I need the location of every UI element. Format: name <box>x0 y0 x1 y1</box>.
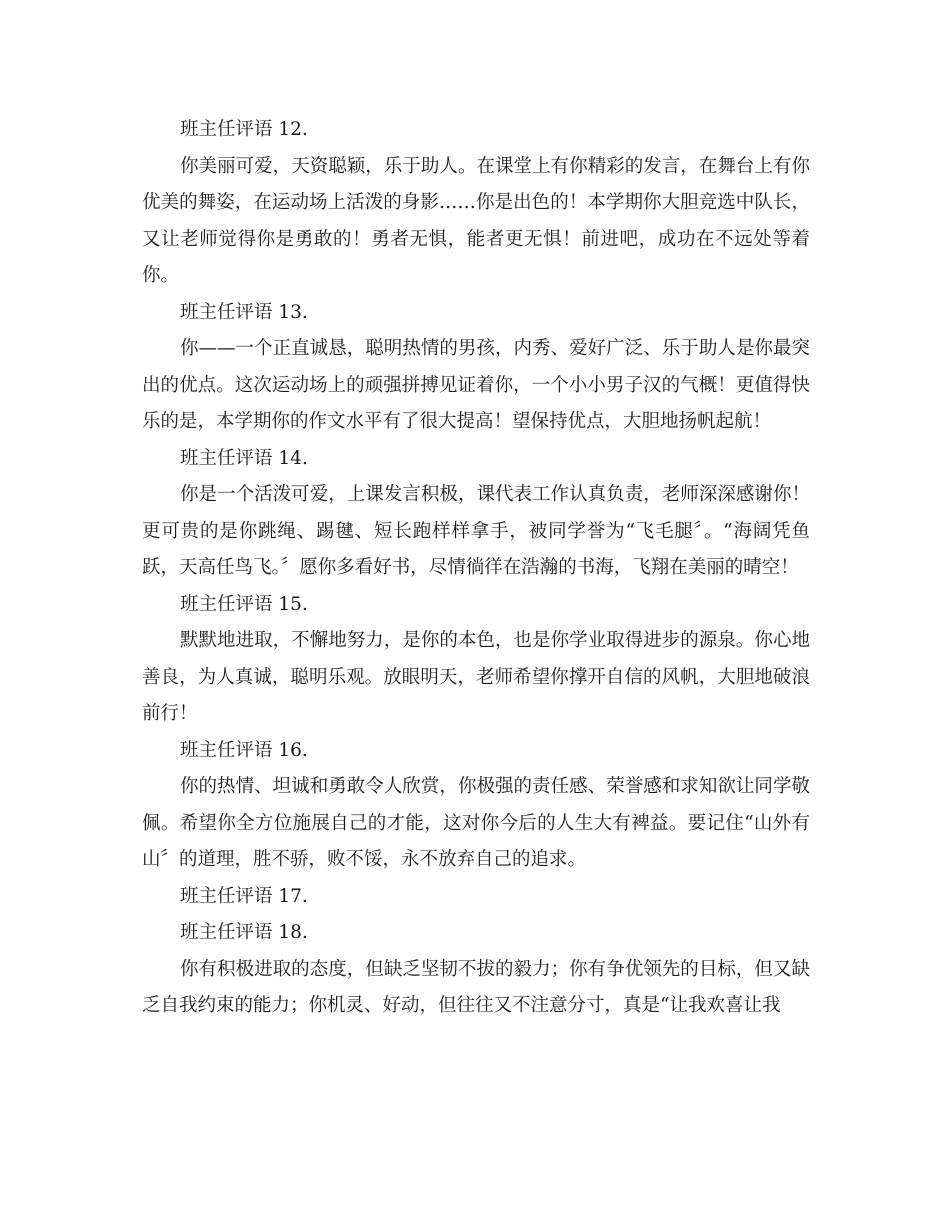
section-heading-15: 班主任评语 15. <box>180 593 308 615</box>
section-body-15: 默默地进取，不懈地努力，是你的本色，也是你学业取得进步的源泉。你心地善良，为人真诚，聪明乐观。放眼明天，老师希望你撑开自信的风帆，大胆地破浪前行！ <box>142 630 810 724</box>
section-body-13: 你——一个正直诚恳，聪明热情的男孩，内秀、爱好广泛、乐于助人是你最突出的优点。这次运动场上的顽强拼搏见证着你，一个小小男子汉的气概！更值得快乐的是，本学期你的作文水平有了很大提高！望保持优点，大胆地扬帆起航！ <box>142 338 810 432</box>
document-body <box>142 112 810 1025</box>
section-heading-12: 班主任评语 12. <box>180 119 308 140</box>
section-body-14: 你是一个活泼可爱，上课发言积极，课代表工作认真负责，老师深深感谢你！更可贵的是你跳绳、踢毽、短长跑样样拿手，被同学誉为“飞毛腿〞。“海阔凭鱼跃，天高任鸟飞。〞愿你多看好书，尽情徜徉在浩瀚的书海，飞翔在美丽的晴空！ <box>142 484 810 578</box>
section-heading-14: 班主任评语 14. <box>180 447 308 469</box>
section-body-16: 你的热情、坦诚和勇敢令人欣赏，你极强的责任感、荣誉感和求知欲让同学敬佩。希望你全方位施展自己的才能，这对你今后的人生大有裨益。要记住“山外有山〞的道理，胜不骄，败不馁，永不放弃自己的追求。 <box>142 776 810 870</box>
section-heading-18: 班主任评语 18. <box>180 922 308 943</box>
section-body-18: 你有积极进取的态度，但缺乏坚韧不拔的毅力；你有争优领先的目标，但又缺乏自我约束的能力；你机灵、好动，但往往又不注意分寸，真是“让我欢喜让我 <box>142 958 810 1016</box>
section-heading-13: 班主任评语 13. <box>180 301 308 323</box>
section-body-12: 你美丽可爱，天资聪颖，乐于助人。在课堂上有你精彩的发言，在舞台上有你优美的舞姿，在运动场上活泼的身影……你是出色的！本学期你大胆竞选中队长，又让老师觉得你是勇敢的！勇者无惧，能者更无惧！前进吧，成功在不远处等着你。 <box>142 155 810 286</box>
section-heading-17: 班主任评语 17. <box>180 885 308 907</box>
section-heading-16: 班主任评语 16. <box>180 739 308 761</box>
